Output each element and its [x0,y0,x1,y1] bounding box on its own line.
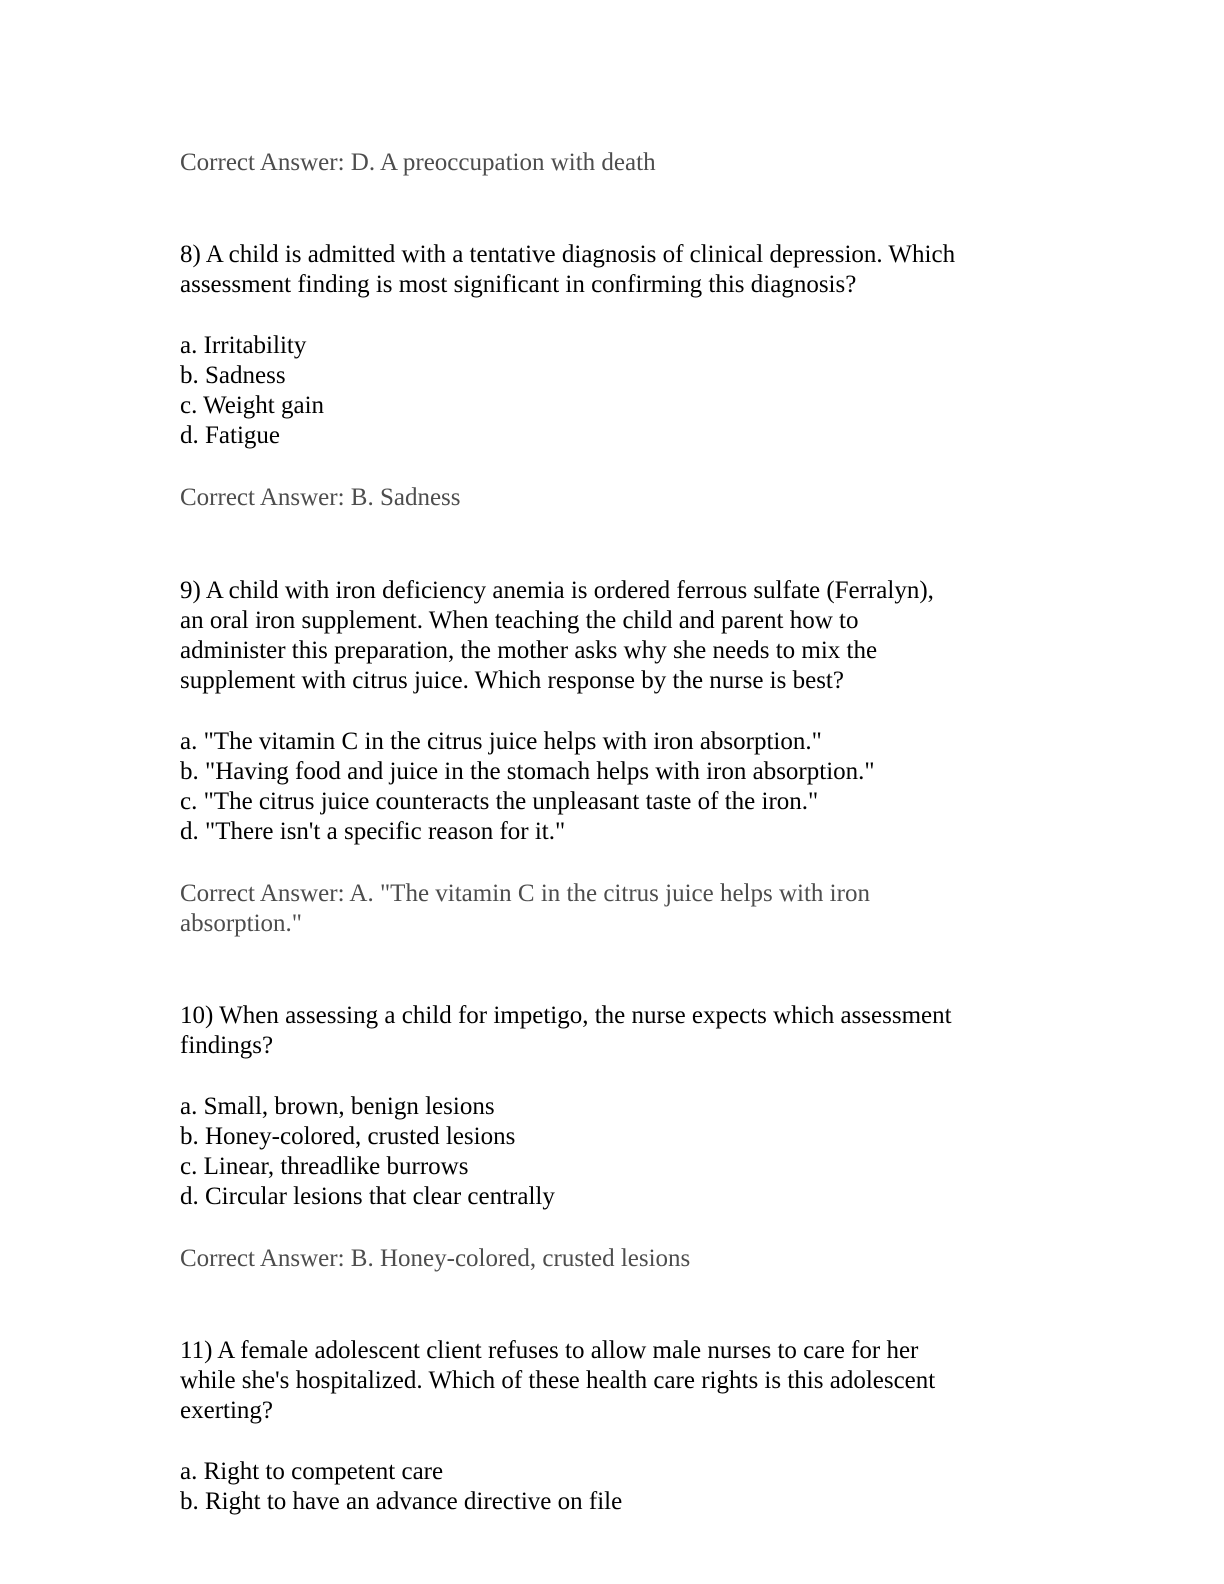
question-9-option-b: b. "Having food and juice in the stomach helps with iron absorption." [180,758,875,785]
question-9-answer-line-1: Correct Answer: A. "The vitamin C in the citrus juice helps with iron [180,880,870,907]
question-11-stem-line-2: while she's hospitalized. Which of these health care rights is this adolescent [180,1367,936,1394]
question-11-option-b: b. Right to have an advance directive on file [180,1488,623,1515]
question-9-option-c: c. "The citrus juice counteracts the unpleasant taste of the iron." [180,788,819,815]
question-10-answer: Correct Answer: B. Honey-colored, crusted lesions [180,1245,691,1272]
question-10-stem-line-1: 10) When assessing a child for impetigo, the nurse expects which assessment [180,1002,952,1029]
question-9-stem-line-1: 9) A child with iron deficiency anemia is ordered ferrous sulfate (Ferralyn), [180,577,934,604]
question-9-option-d: d. "There isn't a specific reason for it." [180,818,566,845]
question-8-option-c: c. Weight gain [180,392,325,419]
question-11-stem-line-3: exerting? [180,1397,274,1424]
question-8-option-b: b. Sadness [180,362,286,389]
question-9-stem-line-2: an oral iron supplement. When teaching the child and parent how to [180,607,859,634]
question-10-option-a: a. Small, brown, benign lesions [180,1093,495,1120]
question-8-stem-line-1: 8) A child is admitted with a tentative diagnosis of clinical depression. Which [180,241,956,268]
question-11-stem-line-1: 11) A female adolescent client refuses to allow male nurses to care for her [180,1337,919,1364]
answer-prev-question: Correct Answer: D. A preoccupation with death [180,149,656,176]
question-8-stem-line-2: assessment finding is most significant in confirming this diagnosis? [180,271,857,298]
question-10-option-b: b. Honey-colored, crusted lesions [180,1123,516,1150]
question-10-option-d: d. Circular lesions that clear centrally [180,1183,555,1210]
question-9-option-a: a. "The vitamin C in the citrus juice helps with iron absorption." [180,728,822,755]
question-11-option-a: a. Right to competent care [180,1458,444,1485]
question-10-stem-line-2: findings? [180,1032,274,1059]
question-8-answer: Correct Answer: B. Sadness [180,484,461,511]
question-9-stem-line-3: administer this preparation, the mother asks why she needs to mix the [180,637,878,664]
question-8-option-d: d. Fatigue [180,422,280,449]
question-8-option-a: a. Irritability [180,332,307,359]
question-9-answer-line-2: absorption." [180,910,302,937]
question-10-option-c: c. Linear, threadlike burrows [180,1153,469,1180]
question-9-stem-line-4: supplement with citrus juice. Which response by the nurse is best? [180,667,844,694]
